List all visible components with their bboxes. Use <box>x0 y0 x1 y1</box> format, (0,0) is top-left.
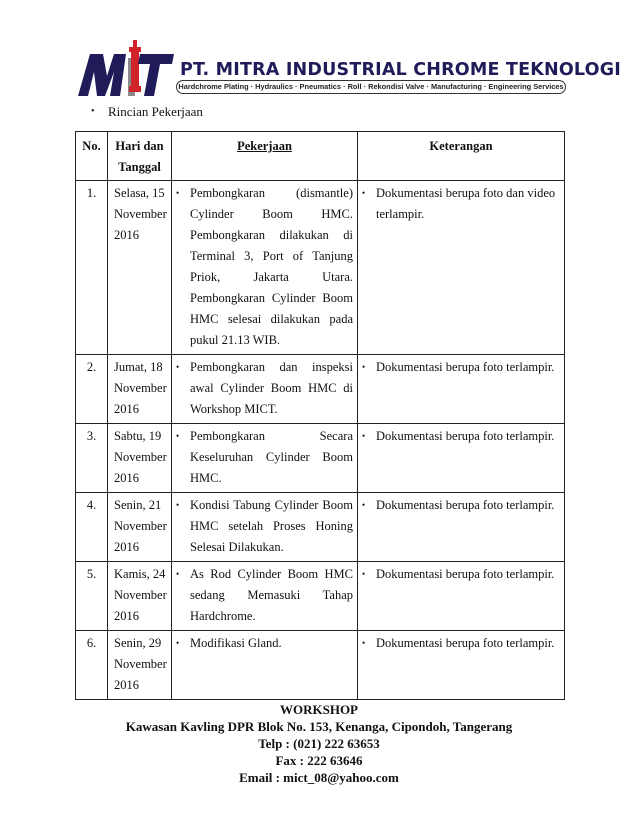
row-work <box>172 562 358 631</box>
company-logo <box>76 36 176 98</box>
table-header-row <box>76 132 565 181</box>
note-text: Dokumentasi berupa foto terlampir. <box>376 429 555 443</box>
row-number: 4. <box>76 493 108 562</box>
bullet-icon: • <box>91 106 95 117</box>
work-details-table <box>75 131 565 700</box>
company-tagline: Hardchrome Plating · Hydraulics · Pneumatics · Roll · Rekondisi Valve · Manufacturing · Engineering Services <box>176 80 566 94</box>
bullet-icon: • <box>176 362 180 372</box>
bullet-icon: • <box>176 188 180 198</box>
work-text: Pembongkaran (dismantle) Cylinder Boom HMC. Pembongkaran dilakukan di Terminal 3, Port of Tanjung Priok, Jakarta Utara. Pembongkaran Cylinder Boom HMC selesai dilakukan pada pukul 21.13 WIB. <box>190 186 353 347</box>
table-row <box>76 181 565 355</box>
note-text: Dokumentasi berupa foto terlampir. <box>376 567 555 581</box>
row-note <box>358 355 565 424</box>
row-work <box>172 181 358 355</box>
workshop-footer <box>0 701 638 786</box>
footer-email: Email : mict_08@yahoo.com <box>239 770 399 785</box>
row-number: 1. <box>76 181 108 355</box>
company-name: PT. MITRA INDUSTRIAL CHROME TEKNOLOGI <box>180 60 621 80</box>
footer-phone: Telp : (021) 222 63653 <box>258 736 380 751</box>
row-number: 2. <box>76 355 108 424</box>
row-work <box>172 424 358 493</box>
note-text: Dokumentasi berupa foto terlampir. <box>376 636 555 650</box>
footer-address: Kawasan Kavling DPR Blok No. 153, Kenanga, Cipondoh, Tangerang <box>125 719 513 734</box>
row-note <box>358 562 565 631</box>
footer-fax: Fax : 222 63646 <box>275 753 363 768</box>
header-keterangan: Keterangan <box>358 132 565 181</box>
bullet-icon: • <box>362 569 366 579</box>
row-date: Senin, 29 November 2016 <box>108 631 172 700</box>
row-note <box>358 181 565 355</box>
row-note <box>358 493 565 562</box>
row-work <box>172 355 358 424</box>
header-no: No. <box>76 132 108 181</box>
bullet-icon: • <box>176 431 180 441</box>
row-date: Kamis, 24 November 2016 <box>108 562 172 631</box>
section-heading <box>91 104 203 120</box>
row-number: 3. <box>76 424 108 493</box>
table-row <box>76 355 565 424</box>
work-text: Pembongkaran dan inspeksi awal Cylinder Boom HMC di Workshop MICT. <box>190 360 353 416</box>
note-text: Dokumentasi berupa foto terlampir. <box>376 360 555 374</box>
bullet-icon: • <box>362 500 366 510</box>
letterhead <box>76 36 621 98</box>
table-row <box>76 631 565 700</box>
header-tanggal: Hari dan Tanggal <box>108 132 172 181</box>
work-text: Pembongkaran Secara Keseluruhan Cylinder Boom HMC. <box>190 429 353 485</box>
bullet-icon: • <box>176 638 180 648</box>
note-text: Dokumentasi berupa foto dan video terlampir. <box>376 186 556 221</box>
header-pekerjaan: Pekerjaan <box>172 132 358 181</box>
row-date: Jumat, 18 November 2016 <box>108 355 172 424</box>
row-work <box>172 631 358 700</box>
bullet-icon: • <box>176 569 180 579</box>
work-text: Modifikasi Gland. <box>190 636 282 650</box>
table-row <box>76 493 565 562</box>
note-text: Dokumentasi berupa foto terlampir. <box>376 498 555 512</box>
footer-title: WORKSHOP <box>279 702 358 717</box>
row-date: Sabtu, 19 November 2016 <box>108 424 172 493</box>
work-text: As Rod Cylinder Boom HMC sedang Memasuki Tahap Hardchrome. <box>190 567 353 623</box>
table-row <box>76 424 565 493</box>
row-work <box>172 493 358 562</box>
bullet-icon: • <box>362 638 366 648</box>
bullet-icon: • <box>176 500 180 510</box>
bullet-icon: • <box>362 362 366 372</box>
row-note <box>358 631 565 700</box>
bullet-icon: • <box>362 431 366 441</box>
work-text: Kondisi Tabung Cylinder Boom HMC setelah Proses Honing Selesai Dilakukan. <box>190 498 353 554</box>
table-row <box>76 562 565 631</box>
bullet-icon: • <box>362 188 366 198</box>
row-date: Senin, 21 November 2016 <box>108 493 172 562</box>
row-date: Selasa, 15 November 2016 <box>108 181 172 355</box>
row-number: 5. <box>76 562 108 631</box>
row-number: 6. <box>76 631 108 700</box>
section-title: Rincian Pekerjaan <box>108 104 203 119</box>
row-note <box>358 424 565 493</box>
